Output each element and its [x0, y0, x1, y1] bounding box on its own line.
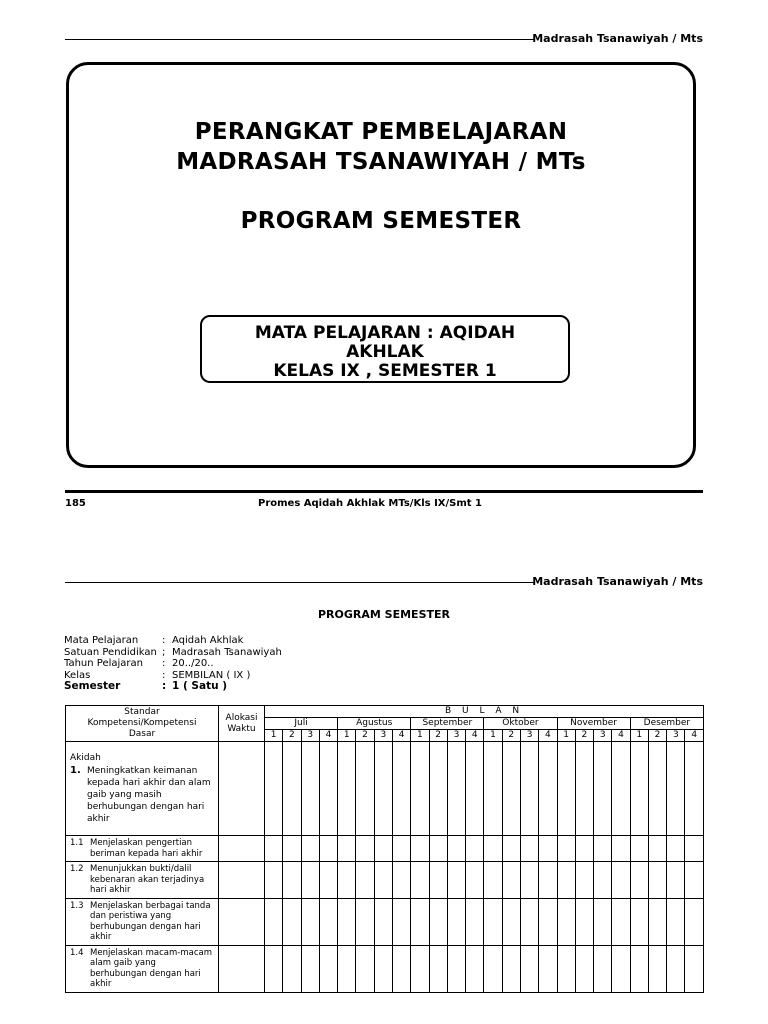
header-week: 2 [575, 730, 593, 742]
week-cell [447, 945, 465, 992]
kd-number: 1.3 [70, 900, 84, 911]
week-cell [338, 945, 356, 992]
cover-title-program: PROGRAM SEMESTER [240, 208, 522, 234]
week-cell [575, 945, 593, 992]
week-cell [301, 742, 319, 836]
week-cell [612, 898, 630, 945]
header-week: 2 [356, 730, 374, 742]
table-row [66, 898, 704, 945]
identity-label: Semester [64, 680, 121, 692]
identity-value: SEMBILAN ( IX ) [172, 669, 251, 681]
week-cell [630, 945, 648, 992]
week-cell [319, 945, 337, 992]
header-week: 3 [520, 730, 538, 742]
week-cell [283, 898, 301, 945]
header-week: 2 [648, 730, 666, 742]
page-number: 185 [65, 498, 86, 509]
week-cell [283, 742, 301, 836]
week-cell [301, 836, 319, 862]
week-cell [374, 945, 392, 992]
week-cell [356, 862, 374, 899]
week-cell [667, 836, 685, 862]
alokasi-cell [219, 898, 265, 945]
week-cell [648, 742, 666, 836]
week-cell [502, 945, 520, 992]
header-week: 4 [319, 730, 337, 742]
week-cell [392, 742, 410, 836]
header-month: Juli [265, 718, 338, 730]
week-cell [392, 862, 410, 899]
week-cell [520, 836, 538, 862]
week-cell [667, 742, 685, 836]
header-week: 4 [392, 730, 410, 742]
table-row [66, 836, 704, 862]
header-week: 4 [612, 730, 630, 742]
header-week: 3 [447, 730, 465, 742]
identity-separator: : [162, 669, 166, 681]
table-row [66, 862, 704, 899]
week-cell [594, 742, 612, 836]
subject-line: MATA PELAJARAN : AQIDAH AKHLAK [254, 323, 516, 362]
identity-value: Aqidah Akhlak [172, 635, 244, 646]
identity-separator: ; [162, 646, 166, 658]
week-cell [265, 742, 283, 836]
week-cell [612, 862, 630, 899]
week-cell [319, 836, 337, 862]
week-cell [356, 836, 374, 862]
header-week: 1 [484, 730, 502, 742]
subject-box [200, 315, 570, 383]
standar-kompetensi-cell [66, 742, 219, 836]
page-footer: Promes Aqidah Akhlak MTs/Kls IX/Smt 1 [258, 498, 482, 509]
header-month: Oktober [484, 718, 557, 730]
week-cell [374, 742, 392, 836]
week-cell [630, 836, 648, 862]
week-cell [429, 898, 447, 945]
kd-text: Menunjukkan bukti/dalil kebenaran akan terjadinya hari akhir [90, 864, 205, 895]
header-sk-kd: Standar Kompetensi/Kompetensi Dasar [66, 706, 219, 742]
header-week: 2 [283, 730, 301, 742]
identity-label: Mata Pelajaran [64, 635, 139, 646]
week-cell [301, 945, 319, 992]
week-cell [429, 742, 447, 836]
week-cell [338, 742, 356, 836]
week-cell [265, 836, 283, 862]
cover-title-line2: MADRASAH TSANAWIYAH / MTs [176, 149, 586, 175]
week-cell [319, 862, 337, 899]
alokasi-cell [219, 836, 265, 862]
identity-row [64, 635, 282, 647]
table-row [66, 945, 704, 992]
alokasi-cell [219, 862, 265, 899]
week-cell [466, 898, 484, 945]
week-cell [648, 862, 666, 899]
week-cell [356, 945, 374, 992]
alokasi-cell [219, 742, 265, 836]
cover-title-line1: PERANGKAT PEMBELAJARAN [194, 119, 568, 145]
week-cell [447, 742, 465, 836]
week-cell [502, 836, 520, 862]
week-cell [612, 836, 630, 862]
week-cell [429, 945, 447, 992]
week-cell [301, 862, 319, 899]
week-cell [447, 862, 465, 899]
week-cell [429, 836, 447, 862]
week-cell [356, 898, 374, 945]
week-cell [338, 898, 356, 945]
week-cell [466, 836, 484, 862]
week-cell [356, 742, 374, 836]
week-cell [520, 945, 538, 992]
week-cell [392, 836, 410, 862]
week-cell [612, 742, 630, 836]
week-cell [411, 836, 429, 862]
class-semester-line: KELAS IX , SEMESTER 1 [273, 361, 497, 381]
identity-value: 1 ( Satu ) [172, 680, 228, 692]
page-header-2: Madrasah Tsanawiyah / Mts [532, 575, 703, 588]
week-cell [667, 945, 685, 992]
page-header: Madrasah Tsanawiyah / Mts [532, 32, 703, 45]
week-cell [484, 945, 502, 992]
identity-row [64, 647, 282, 659]
kd-text: Menjelaskan pengertian beriman kepada hari akhir [90, 838, 203, 859]
week-cell [283, 945, 301, 992]
week-cell [447, 898, 465, 945]
week-cell [630, 742, 648, 836]
week-cell [502, 862, 520, 899]
header-week: 4 [466, 730, 484, 742]
week-cell [575, 836, 593, 862]
header-week: 1 [630, 730, 648, 742]
week-cell [411, 862, 429, 899]
week-cell [685, 945, 704, 992]
kd-text: Menjelaskan berbagai tanda dan peristiwa yang berhubungan dengan hari akhir [90, 900, 211, 942]
week-cell [411, 742, 429, 836]
week-cell [557, 836, 575, 862]
header-week: 1 [265, 730, 283, 742]
identity-separator: : [162, 680, 167, 692]
alokasi-cell [219, 945, 265, 992]
week-cell [374, 836, 392, 862]
week-cell [594, 836, 612, 862]
header-week: 4 [685, 730, 704, 742]
identity-block [64, 635, 282, 693]
identity-row [64, 658, 282, 670]
week-cell [539, 862, 557, 899]
week-cell [594, 945, 612, 992]
week-cell [685, 836, 704, 862]
week-cell [520, 742, 538, 836]
week-cell [265, 862, 283, 899]
week-cell [411, 898, 429, 945]
week-cell [484, 836, 502, 862]
week-cell [539, 945, 557, 992]
week-cell [484, 862, 502, 899]
week-cell [648, 836, 666, 862]
week-cell [319, 742, 337, 836]
week-cell [338, 836, 356, 862]
header-week: 4 [539, 730, 557, 742]
week-cell [392, 898, 410, 945]
week-cell [630, 898, 648, 945]
header-month: September [411, 718, 484, 730]
sk-number: 1. [70, 765, 81, 776]
week-cell [338, 862, 356, 899]
header-month: November [557, 718, 630, 730]
header-week: 2 [502, 730, 520, 742]
week-cell [447, 836, 465, 862]
week-cell [319, 898, 337, 945]
sk-text: Meningkatkan keimanan kepada hari akhir dan alam gaib yang masih berhubungan dengan hari akhir [87, 766, 211, 824]
program-semester-table [65, 705, 704, 993]
week-cell [685, 862, 704, 899]
identity-value: 20../20.. [172, 658, 214, 669]
identity-separator: : [162, 658, 166, 669]
week-cell [557, 898, 575, 945]
identity-label: Tahun Pelajaran [64, 658, 143, 669]
kompetensi-dasar-cell [66, 836, 219, 862]
week-cell [539, 898, 557, 945]
week-cell [539, 836, 557, 862]
identity-label: Satuan Pendidikan [64, 646, 157, 658]
identity-value: Madrasah Tsanawiyah [172, 646, 282, 658]
week-cell [520, 898, 538, 945]
week-cell [283, 862, 301, 899]
week-cell [557, 742, 575, 836]
week-cell [575, 742, 593, 836]
week-cell [265, 898, 283, 945]
week-cell [429, 862, 447, 899]
kd-number: 1.1 [70, 838, 84, 848]
week-cell [612, 945, 630, 992]
identity-row [64, 681, 282, 693]
identity-label: Kelas [64, 669, 91, 681]
header-week: 3 [667, 730, 685, 742]
week-cell [575, 862, 593, 899]
kd-number: 1.4 [70, 947, 84, 958]
header-week: 1 [411, 730, 429, 742]
week-cell [557, 862, 575, 899]
header-week: 1 [338, 730, 356, 742]
section-heading: Akidah [70, 753, 101, 763]
week-cell [594, 898, 612, 945]
week-cell [648, 898, 666, 945]
week-cell [667, 898, 685, 945]
header-alokasi-waktu: Alokasi Waktu [219, 706, 265, 742]
week-cell [685, 742, 704, 836]
week-cell [484, 898, 502, 945]
kompetensi-dasar-cell [66, 898, 219, 945]
header-week: 3 [301, 730, 319, 742]
standar-kompetensi-item [70, 765, 214, 825]
week-cell [685, 898, 704, 945]
header-month: Desember [630, 718, 703, 730]
week-cell [374, 898, 392, 945]
week-cell [301, 898, 319, 945]
week-cell [484, 742, 502, 836]
week-cell [539, 742, 557, 836]
week-cell [557, 945, 575, 992]
week-cell [466, 862, 484, 899]
identity-separator: : [162, 635, 166, 646]
week-cell [630, 862, 648, 899]
kd-number: 1.2 [70, 864, 84, 874]
program-semester-title: PROGRAM SEMESTER [318, 608, 450, 621]
header-rule-2 [65, 582, 535, 583]
week-cell [502, 742, 520, 836]
week-cell [265, 945, 283, 992]
kompetensi-dasar-cell [66, 945, 219, 992]
week-cell [502, 898, 520, 945]
header-bulan: B U L A N [265, 706, 704, 718]
kompetensi-dasar-cell [66, 862, 219, 899]
header-week: 3 [374, 730, 392, 742]
week-cell [374, 862, 392, 899]
week-cell [466, 945, 484, 992]
cover-frame [66, 62, 696, 468]
header-month: Agustus [338, 718, 411, 730]
week-cell [667, 862, 685, 899]
week-cell [283, 836, 301, 862]
week-cell [575, 898, 593, 945]
week-cell [392, 945, 410, 992]
week-cell [520, 862, 538, 899]
kd-text: Menjelaskan macam-macam alam gaib yang berhubungan dengan hari akhir [90, 947, 212, 989]
header-rule [65, 39, 535, 40]
header-week: 1 [557, 730, 575, 742]
header-week: 2 [429, 730, 447, 742]
header-week: 3 [594, 730, 612, 742]
footer-rule [65, 490, 703, 493]
week-cell [594, 862, 612, 899]
week-cell [411, 945, 429, 992]
week-cell [466, 742, 484, 836]
week-cell [648, 945, 666, 992]
